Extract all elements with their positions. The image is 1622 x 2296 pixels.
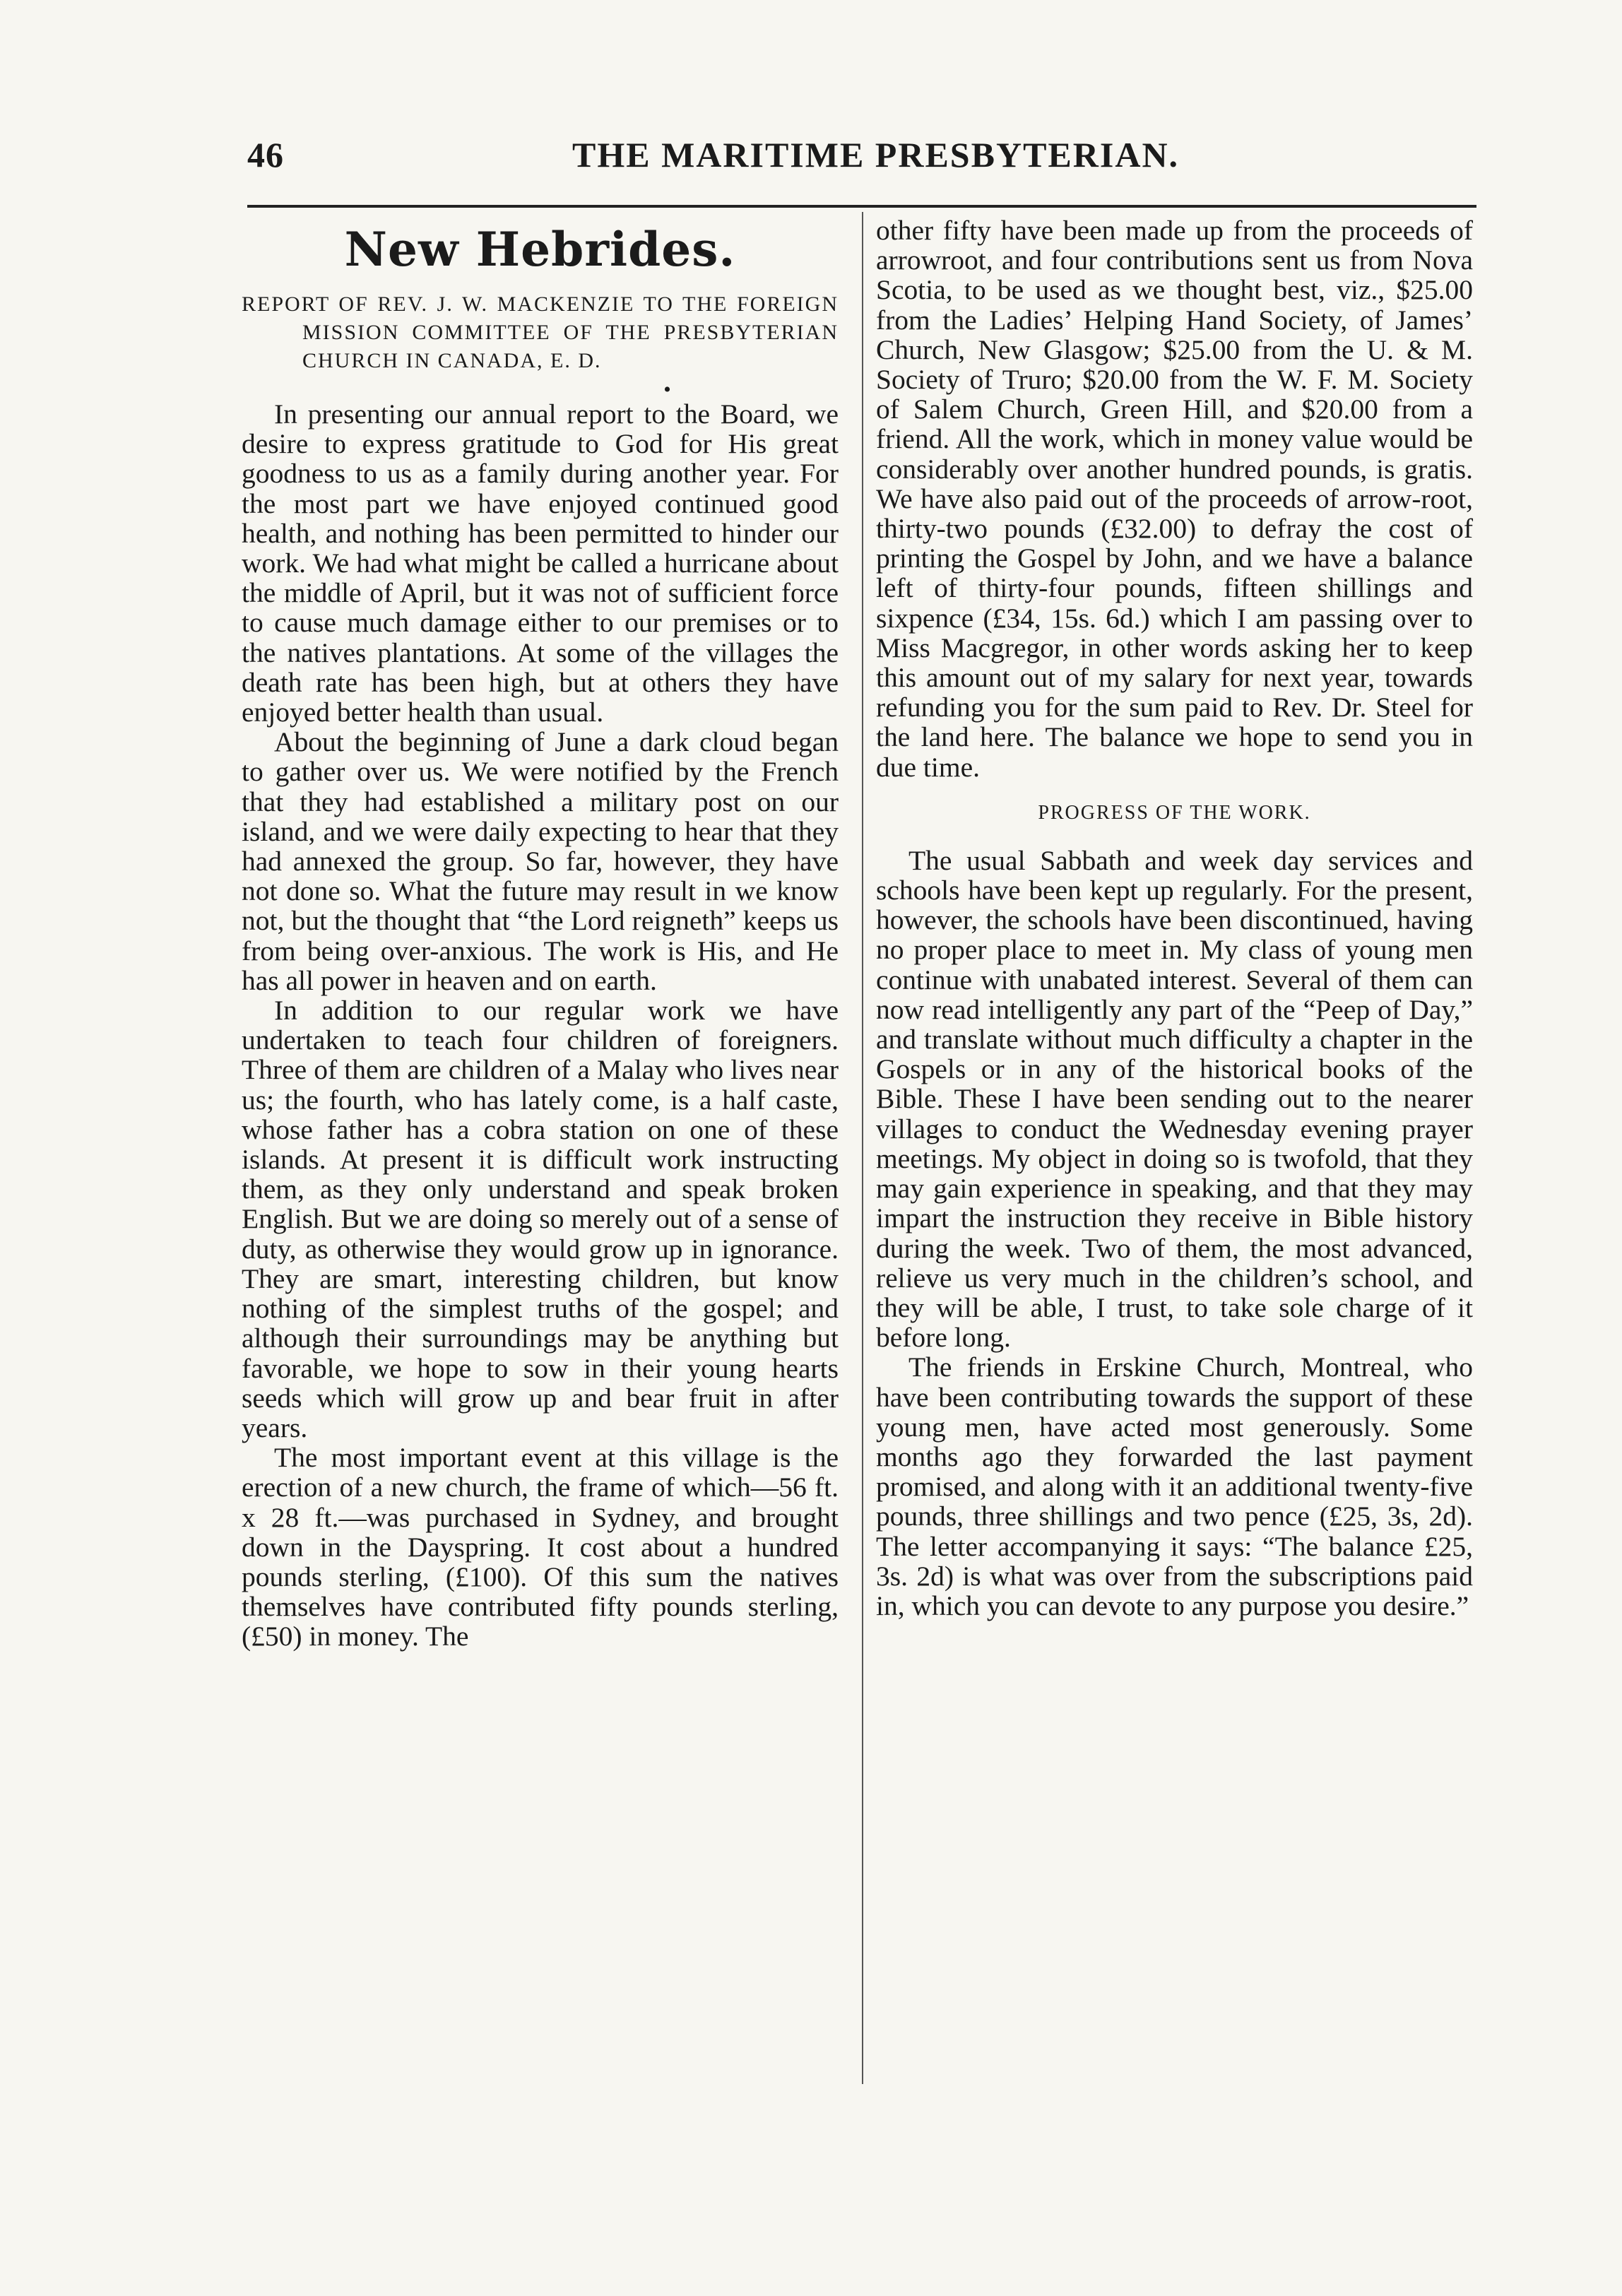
report-heading: REPORT OF REV. J. W. MACKENZIE TO THE FOREIGN MISSION COMMITTEE OF THE PRESBYTERIAN CHURCH IN CANADA, E. D.	[242, 292, 839, 372]
header-rule	[247, 205, 1476, 208]
journal-title: THE MARITIME PRESBYTERIAN.	[572, 135, 1180, 174]
page-number: 46	[247, 135, 284, 174]
paragraph-continuation: other fifty have been made up from the proceeds of arrowroot, and four contributions sent us from Nova Scotia, to be used as we thought best, viz., $25.00 from the Ladies’ Helping Hand Society, of James’ Church, New Glasgow; $25.00 from the U. & M. Society of Truro; $20.00 from the W. F. M. Society of Salem Church, Green Hill, and $20.00 from a friend. All the work, which in money value would be considerably over another hundred pounds, is gratis. We have also paid out of the proceeds of arrow-root, thirty-two pounds (£32.00) to defray the cost of printing the Gospel by John, and we have a balance left of thirty-four pounds, fifteen shillings and sixpence (£34, 15s. 6d.) which I am passing over to Miss Macgregor, in other words asking her to keep this amount out of my salary for next year, towards refunding you for the sum paid to Rev. Dr. Steel for the land here. The balance we hope to send you in due time.	[876, 215, 1473, 783]
ornament-dot: •	[663, 378, 671, 401]
paragraph: About the beginning of June a dark cloud began to gather over us. We were notified by the French that they had established a military post on our island, and we were daily expecting to hear that they had annexed the group. So far, however, they have not done so. What the future may result in we know not, but the thought that “the Lord reigneth” keeps us from being over-anxious. The work is His, and He has all power in heaven and on earth.	[242, 726, 839, 996]
section-title: New Hebrides.	[344, 222, 736, 277]
paragraph: In addition to our regular work we have undertaken to teach four children of foreigners. Three of them are children of a Malay who lives near us; the fourth, who has lately come, is a half caste, whose father has a cobra station on one of these islands. At present it is difficult work instructing them, as they only understand and speak broken English. But we are doing so merely out of a sense of duty, as otherwise they would grow up in ignorance. They are smart, interesting children, but know nothing of the simplest truths of the gospel; and although their surroundings may be anything but favorable, we hope to sow in their young hearts seeds which will grow up and bear fruit in after years.	[242, 995, 839, 1443]
running-head	[247, 134, 1476, 184]
column-divider	[862, 212, 863, 2084]
paragraph: The usual Sabbath and week day services and schools have been kept up regularly. For the present, however, the schools have been discontinued, having no proper place to meet in. My class of young men continue with unabated interest. Several of them can now read intelligently any part of the “Peep of Day,” and translate without much difficulty a chapter in the Gospels or in any of the historical books of the Bible. These I have been sending out to the nearer villages to conduct the Wednesday evening prayer meetings. My object in doing so is twofold, that they may gain experience in speaking, and that they may impart the instruction they receive in Bible history during the week. Two of them, the most advanced, relieve us very much in the children’s school, and they will be able, I trust, to take sole charge of it before long.	[876, 844, 1473, 1354]
paragraph: The most important event at this village is the erection of a new church, the frame of which—56 ft. x 28 ft.—was purchased in Sydney, and brought down in the Dayspring. It cost about a hundred pounds sterling, (£100). Of this sum the natives themselves have contributed fifty pounds sterling, (£50) in money. The	[242, 1442, 839, 1652]
left-column	[242, 215, 839, 1652]
right-column	[876, 215, 1473, 1621]
paragraph: The friends in Erskine Church, Montreal, who have been contributing towards the support of these young men, have acted most generously. Some months ago they forwarded the last payment promised, and along with it an additional twenty-five pounds, three shillings and two pence (£25, 3s, 2d). The letter accompanying it says: “The balance £25, 3s. 2d) is what was over from the subscriptions paid in, which you can devote to any purpose you desire.”	[876, 1351, 1473, 1621]
paragraph: In presenting our annual report to the Board, we desire to express gratitude to God for His great goodness to us as a family during another year. For the most part we have enjoyed continued good health, and nothing has been permitted to hinder our work. We had what might be called a hurricane about the middle of April, but it was not of sufficient force to cause much damage either to our premises or to the natives plantations. At some of the villages the death rate has been high, but at others they have enjoyed better health than usual.	[242, 398, 839, 728]
subheading: PROGRESS OF THE WORK.	[1038, 801, 1311, 824]
